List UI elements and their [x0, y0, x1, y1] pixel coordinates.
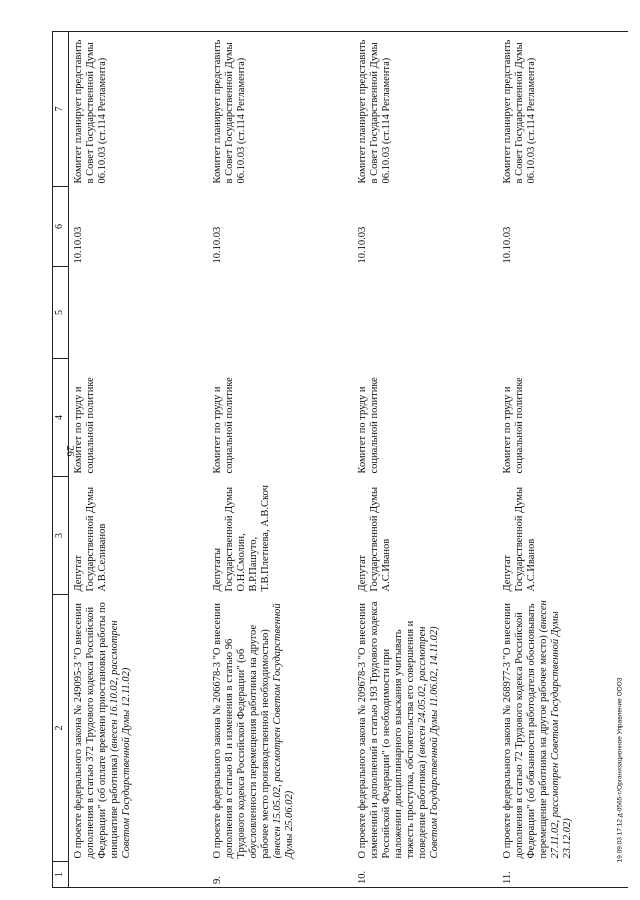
status-cell: Комитет планирует представить в Совет Государственной Думы 06.10.03 (ст.114 Регламента) [69, 32, 208, 187]
column-5-cell [498, 267, 628, 359]
date-cell: 10.10.03 [211, 226, 223, 264]
bill-author: Депутат Государственной Думы А.С.Иванов [356, 486, 392, 592]
row-number: 11. [498, 862, 628, 888]
table-row [353, 32, 498, 888]
table-row [208, 32, 353, 888]
column-header: 5 [53, 267, 69, 359]
rotated-table-container [52, 32, 622, 888]
date-cell: 10.10.03 [73, 226, 84, 264]
bill-body: "О внесении изменений и дополнений в статью 193 Трудового кодекса Российской Федерации" (о необходимости при наложении дисциплинарного взыскания учитывать тяжесть проступка, обстоятельства его совершения и поведение работника) [356, 601, 428, 859]
bill-body: "О внесении дополнения в статью 81 и изменения в статью 96 Трудового кодекса Российской Федерации" (об обусловленности перемещения работника на другое рабочее место производственной необходимостью) [211, 603, 271, 859]
bill-note: (внесен 15.05.02, рассмотрен Советом Государственной Думы 25.06.02) [271, 603, 296, 859]
responsible-committee: Комитет по труду и социальной политике [356, 377, 380, 474]
bill-note: (внесен 16.10.02, рассмотрен Советом Государственной Думы 12.11.02) [109, 620, 133, 859]
bill-title: О проекте федерального закона № 268977-3 [501, 661, 513, 859]
bill-author: Депутат Государственной Думы А.В.Селиванов [73, 486, 109, 592]
row-number: 9. [208, 862, 353, 888]
page-number: 26 [64, 445, 76, 457]
row-number [69, 862, 208, 888]
table-row [498, 32, 628, 888]
bill-body: "О внесении дополнения в статью 372 Трудового кодекса Российской Федерации" (об оплате времени приостановки работы по инициативе работника) [73, 602, 121, 859]
status-cell: Комитет планирует представить в Совет Государственной Думы 06.10.03 (ст.114 Регламента) [208, 32, 353, 187]
status-cell: Комитет планирует представить в Совет Государственной Думы 06.10.03 (ст.114 Регламента) [353, 32, 498, 187]
column-header: 4 [53, 359, 69, 477]
status-cell: Комитет планирует представить в Совет Государственной Думы 06.10.03 (ст.114 Регламента) [498, 32, 628, 187]
date-cell: 10.10.03 [501, 226, 513, 264]
bill-author: Депутаты Государственной Думы О.Н.Смолин, В.Р.Пашуто, Т.В.Плетнева, А.В.Скоч [211, 485, 271, 592]
bill-description [353, 595, 498, 862]
bill-title: О проекте федерального закона № 206678-3 [211, 661, 223, 859]
bill-description [208, 595, 353, 862]
column-5-cell [69, 267, 208, 359]
column-5-cell [208, 267, 353, 359]
column-header: 7 [53, 32, 69, 187]
column-header: 6 [53, 187, 69, 267]
responsible-committee: Комитет по труду и социальной политике [211, 377, 235, 474]
responsible-committee: Комитет по труду и социальной политике [501, 377, 525, 474]
responsible-committee: Комитет по труду и социальной политике [73, 377, 97, 474]
bill-title: О проекте федерального закона № 209678-3 [356, 661, 368, 859]
column-header: 3 [53, 477, 69, 595]
bill-author: Депутат Государственной Думы А.С.Иванов [501, 486, 537, 592]
bill-note: (внесен 27.11.02, рассмотрен Советом Государственной Думы 23.12.02) [537, 600, 573, 859]
bill-note: (внесен 24.05.02, рассмотрен Советом Государственной Думы 11.06.02, 14.11.02) [416, 626, 441, 859]
bills-table [52, 31, 628, 888]
column-header: 1 [53, 862, 69, 888]
row-number: 10. [353, 862, 498, 888]
table-row [69, 32, 208, 888]
date-cell: 10.10.03 [356, 226, 368, 264]
column-5-cell [353, 267, 498, 359]
bill-description [69, 595, 208, 862]
table-header-row [53, 32, 69, 888]
bill-title: О проекте федерального закона № 249095-3 [73, 661, 84, 859]
bill-description [498, 595, 628, 862]
bill-body: "О внесении дополнения в статью 72 Трудового кодекса Российской Федерации" (об обязанности работодателя обосновывать перемещение работника на другое рабочее место) [501, 603, 549, 859]
document-footer: 19.09.03 17:12 д-0565-т/Организационное Управление ООО3 [616, 677, 624, 863]
column-header: 2 [53, 595, 69, 862]
